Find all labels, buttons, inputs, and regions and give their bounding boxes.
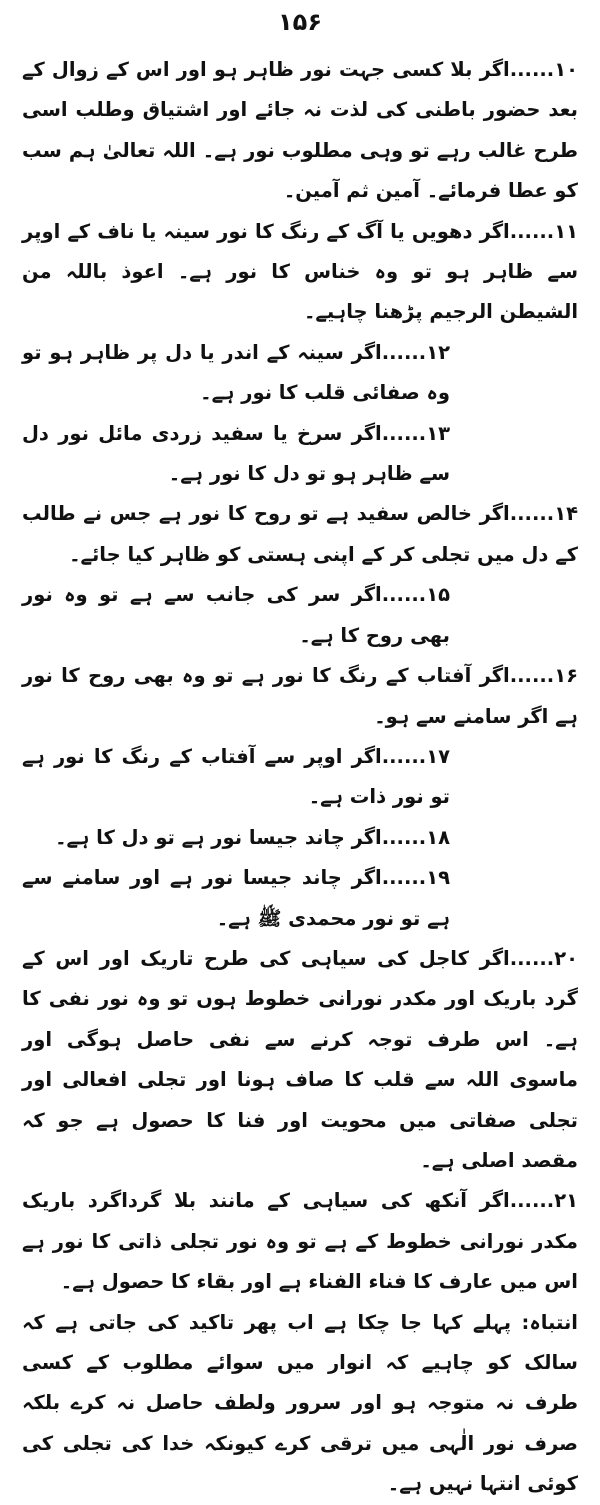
warning-text: پہلے کہا جا چکا ہے اب پھر تاکید کی جاتی ہے کہ سالک کو چاہیے کہ انوار میں سوائے مطلوب کے کسی طرف نہ متوجہ ہو اور سرور ولطف حاصل نہ کرے بلکہ صرف نور الٰہی میں ترقی کرے کیونکہ خدا کی تجلی کی کوئی انتہا نہیں ہے۔ xyxy=(22,1310,578,1496)
paragraph-18: ۱۸......اگر چاند جیسا نور ہے تو دل کا ہے۔ xyxy=(55,825,450,849)
paragraph-17: ۱۷......اگر اوپر سے آفتاب کے رنگ کا نور ہے تو نور ذات ہے۔ xyxy=(22,744,450,809)
paragraph-15: ۱۵......اگر سر کی جانب سے ہے تو وہ نور بھی روح کا ہے۔ xyxy=(22,583,450,647)
paragraph-10: ۱۰......اگر بلا کسی جہت نور ظاہر ہو اور اس کے زوال کے بعد حضور باطنی کی لذت نہ جائے اور اشتیاق وطلب اسی طرح غالب رہے تو وہی مطلوب نور ہے۔ اللہ تعالیٰ ہم سب کو عطا فرمائے۔ آمین ثم آمین۔ xyxy=(22,58,578,203)
paragraph-13: ۱۳......اگر سرخ یا سفید زردی مائل نور دل سے ظاہر ہو تو دل کا نور ہے۔ xyxy=(22,421,450,486)
paragraph-20: ۲۰......اگر کاجل کی سیاہی کی طرح تاریک اور اس کے گرد باریک اور مکدر نورانی خطوط ہوں تو وہ نور نفی کا ہے۔ اس طرف توجہ کرنے سے نفی حاصل ہوگی اور ماسوی اللہ سے قلب کا صاف ہونا اور تجلی افعالی اور تجلی صفاتی میں محویت اور فنا کا حصول ہے جو کہ مقصد اصلی ہے۔ xyxy=(22,946,578,1172)
page-content xyxy=(22,50,578,1505)
paragraph-16: ۱۶......اگر آفتاب کے رنگ کا نور ہے تو وہ بھی روح کا نور ہے اگر سامنے سے ہو۔ xyxy=(22,664,578,728)
paragraph-11: ۱۱......اگر دھویں یا آگ کے رنگ کا نور سینہ یا ناف کے اوپر سے ظاہر ہو تو وہ خناس کا نور ہے۔ اعوذ باللہ من الشیطن الرجیم پڑھنا چاہیے۔ xyxy=(22,219,578,324)
warning-heading: انتباہ: xyxy=(521,1310,578,1334)
warning-paragraph xyxy=(22,1303,578,1505)
paragraph-19: ۱۹......اگر چاند جیسا نور ہے اور سامنے سے ہے تو نور محمدی ﷺ ہے۔ xyxy=(22,866,450,930)
page-number: ۱۵۶ xyxy=(278,8,322,36)
paragraph-14: ۱۴......اگر خالص سفید ہے تو روح کا نور ہے جس نے طالب کے دل میں تجلی کر کے اپنی ہستی کو ظاہر کیا جائے۔ xyxy=(22,502,578,566)
paragraph-12: ۱۲......اگر سینہ کے اندر یا دل پر ظاہر ہو تو وہ صفائی قلب کا نور ہے۔ xyxy=(22,340,450,405)
paragraph-21: ۲۱......اگر آنکھ کی سیاہی کے مانند بلا گرداگرد باریک مکدر نورانی خطوط کے ہے تو وہ نور تجلی ذاتی کا نور ہے اس میں عارف کا فناء الفناء ہے اور بقاء کا حصول ہے۔ xyxy=(22,1189,578,1294)
